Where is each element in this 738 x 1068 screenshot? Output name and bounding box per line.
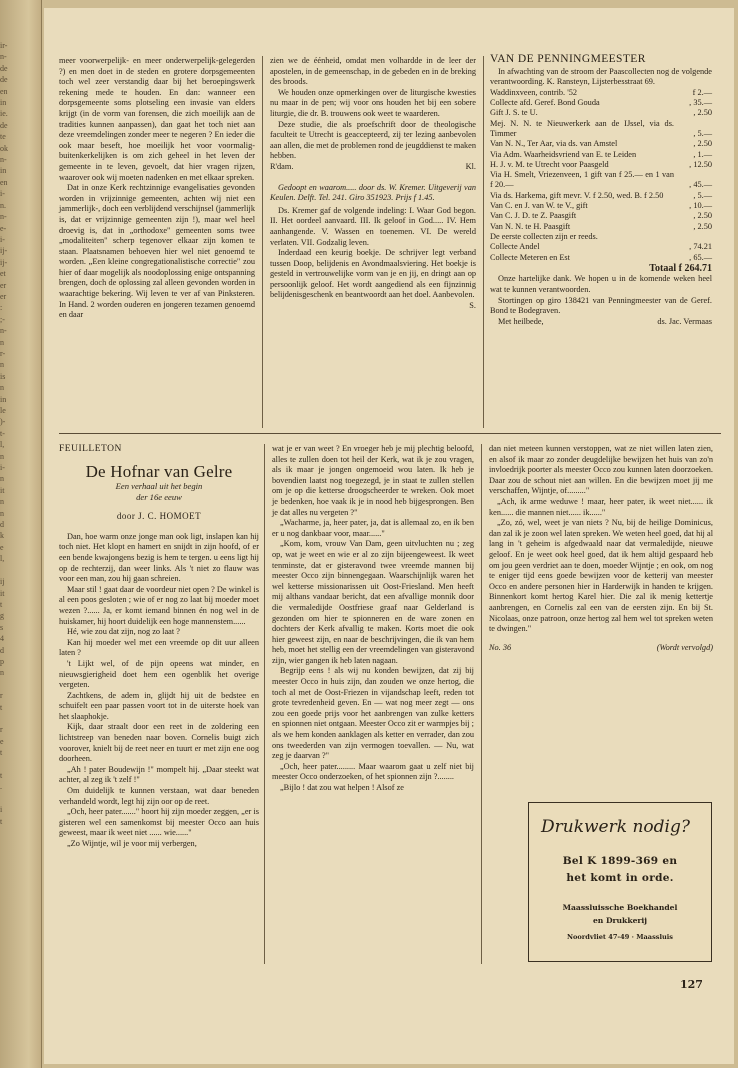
paragraph: In afwachting van de stroom der Paascollecten nog de volgende verantwoording. K. Ransteyn, Lijsterbesstraat 69. xyxy=(490,66,712,87)
ledger-row xyxy=(490,170,712,191)
story-paragraph: „Ach, ik arme weduwe ! maar, heer pater, ik weet niet...... ik ken...... die mannen niet...... ik......" xyxy=(489,496,713,517)
paragraph: Onze hartelijke dank. We hopen u in de komende weken heel wat te kunnen verantwoorden. xyxy=(490,274,712,295)
feuilleton-column-1 xyxy=(59,444,259,850)
feuilleton-label: FEUILLETON xyxy=(59,444,122,454)
story-paragraph: Kan hij moeder wel met een vreemde op dit uur alleen laten ? xyxy=(59,637,259,658)
greeting: Met heilbede, xyxy=(498,316,544,326)
ledger-amount: , 5.— xyxy=(693,128,712,138)
ledger-row xyxy=(490,222,712,232)
column-rule xyxy=(264,444,265,964)
story-paragraph: Dan, hoe warm onze jonge man ook ligt, inslapen kan hij toch niet. Het klopt en hamert en snijdt in zijn hoofd, of er een bende kwajongens bezig is hem te tergen. u eens ligt hij op de rechterzij, dan weer links. Als 't niet zo flauw was voor een man, zou hij gaan schreien. xyxy=(59,531,259,584)
newspaper-page xyxy=(44,8,734,1064)
paragraph: Dat in onze Kerk rechtzinnige evangelisaties gevonden worden in vrijzinnige gemeenten, achten wij niet een jammerlijk-, doch een verblijdend verschijnsel (jammerlijk is, dat er vrijzinnige gemeenten zijn !), maar wel heel droevig is, dat in „orthodoxe" gemeenten soms twee „modaliteiten" scherp tegenover elkaar zijn komen te staan. Plaatsnamen behoeven hier wel niet genoemd te worden. „Een kleine congregationalistische correctie" zou hier of daar mogelijk als noodoplossing enige ontspanning brengen, doch de oplossing zal alleen gevonden worden in waarachtige bekering. Wij leven te ver af van Pinksteren. In Hand. 2 worden ouderen en jongeren tezamen genoemd en daar xyxy=(59,183,255,320)
advert-line-1: Bel K 1899-369 en xyxy=(562,855,678,867)
treasurer-signature xyxy=(490,317,712,328)
ledger-amount xyxy=(674,232,712,242)
paragraph: Inderdaad een keurig boekje. De schrijver legt verband tussen Doop, belijdenis en Avondmaalsviering. Het boekje is gesteld in vertrouwelijke vorm van je en jij, en dringt aan op persoonlijk geloof. Het wordt aangediend als een fijnzinnig belijdenisgeschenk en beantwoordt aan het doel. Aanbevolen. xyxy=(270,248,476,300)
previous-page-text-fragment: ir- n- de de en in ie. de te ok n- in en i- n. n- e- i- ij- ij- et er er : ;- n- n r- n is n in le )- t- l, n i- n it n n d k e l, ij it t g s 4 d p n r t r e t t . i t xyxy=(0,41,8,826)
print-shop-advertisement xyxy=(528,802,712,962)
ledger-amount: , 2.50 xyxy=(693,211,712,221)
ledger-amount: , 45.— xyxy=(689,180,712,190)
story-paragraph: „Kom, kom, vrouw Van Dam, geen uitvluchten nu ; zeg op, wat je weet en wie er al zo zijn bijeengeweest. Ik weet tenminste, dat er gisteravond twee vreemde mannen bij meester Occo zijn binnengegaan. Waarschijnlijk waren het wel ketterse missionarissen uit Oost-Friesland. Men heeft mij althans vandaar bericht, dat een afvallige monnik door die vermaledijde Oostfriese graaf naar Gelderland is gezonden om hier te spionneren en de ware zonen en dochters der Kerk afvallig te maken. Korts moet die ook hier geweest zijn, en naar de beschrijvingen, die ik van hem heb, moet het stellig een der vreemdelingen van gisteravond zijn, wier gangen ik heb laten nagaan. xyxy=(272,539,474,665)
story-author: door J. C. HOMOET xyxy=(116,511,202,522)
ledger-row xyxy=(490,98,712,108)
story-text xyxy=(489,444,713,635)
advert-address: Noordvliet 47-49 · Maassluis xyxy=(566,933,674,941)
ledger-row xyxy=(490,160,712,170)
ledger-label: Gift J. S. te U. xyxy=(490,108,538,118)
ledger-row xyxy=(490,253,712,263)
ledger-amount: , 2.50 xyxy=(693,221,712,231)
issue-footer xyxy=(489,643,713,654)
ledger-amount: , 10.— xyxy=(689,201,712,211)
to-be-continued: (Wordt vervolgd) xyxy=(656,642,713,652)
paragraph: meer voorwerpelijk- en meer onderwerpelijk-gelegerden ?) en men doet in de steden en grotere dorpsgemeenten toch wel zeer verstandig daar bij het beroepingswerk rekening mede te houden. En dan: wanneer een dorpsgemeente soms plotseling een invasie van elders krijgt (in de vorm van forensen, die zich moeilijk aan de tradities kunnen aanpassen), dan gaat het toch niet aan deze vreemdelingen zonder meer te negeren ? En ieder die ook maar beseft, hoe moeilijk het voor voormalig-buitenkerkelijken is om zich geheel in het leven der gemeente in te leven, gevoelt, dat hier vragen rijzen, waarover ook wij moeten nadenken en met elkaar spreken. xyxy=(59,56,255,182)
feuilleton-column-2 xyxy=(272,444,474,794)
article-column-1 xyxy=(59,56,255,321)
ledger-row xyxy=(490,201,712,211)
ledger-amount: f 2.— xyxy=(692,87,712,97)
treasurer-heading: VAN DE PENNINGMEESTER xyxy=(490,53,646,65)
ledger-amount: , 2.50 xyxy=(693,108,712,118)
story-paragraph: „Bijlo ! dat zou wat helpen ! Alsof ze xyxy=(280,783,404,792)
ledger-amount: , 65.— xyxy=(689,252,712,262)
ledger-label: Mej. N. N. te Nieuwerkerk aan de IJssel, via ds. Timmer xyxy=(490,118,674,138)
review-signature: S. xyxy=(469,301,476,311)
treasurer-column xyxy=(490,54,712,327)
ledger-label: Collecte afd. Geref. Bond Gouda xyxy=(490,98,600,108)
ledger-row xyxy=(490,139,712,149)
ledger-label: Via ds. Harkema, gift mevr. V. f 2.50, wed. B. f 2.50 xyxy=(490,190,664,200)
story-paragraph: wat je er van weet ? En vroeger heb je mij plechtig beloofd, alles te zullen doen tot heil der Kerk, wat ik je zou vragen, als ik maar je jongen ongemoeid wou laten. Ik heb je bovendien laatst nog toegezegd, je in staat te zullen stellen om je op die ketterse droogscheerder te wreken. Ook moet je bedenken, hoe vaak ik je in nood heb bijgesprongen. Ben je dat alles nu vergeten ?" xyxy=(272,444,474,517)
signer-name: ds. Jac. Vermaas xyxy=(657,316,712,326)
story-paragraph: „Ah ! pater Boudewijn !" mompelt hij. „Daar steekt wat achter, al zeg ik 't zelf !" xyxy=(59,764,259,785)
ledger-amount: , 2.50 xyxy=(693,139,712,149)
book-review-heading: Gedoopt en waarom..... door ds. W. Kremer. Uitgeverij van Keulen. Delft. Tel. 241. Giro 351923. Prijs f 1.45. xyxy=(270,182,476,203)
story-paragraph: „Wacharme, ja, heer pater, ja, dat is allemaal zo, en ik ben er u nog dankbaar voor, maar......" xyxy=(272,518,474,538)
story-paragraph: Maar stil ! gaat daar de voordeur niet open ? De winkel is al een poos gesloten ; wie of er nog zo laat bij moeder moet wezen ?...... Ja, er komt iemand binnen én nog wel in de huiskamer, hij hoort duidelijk een hoge mannenstem...... xyxy=(59,584,259,626)
donation-ledger xyxy=(490,88,712,263)
ledger-row xyxy=(490,119,712,140)
ledger-row xyxy=(490,150,712,160)
ledger-row xyxy=(490,211,712,221)
ledger-label: Van N. N. te H. Paasgift xyxy=(490,221,571,231)
story-text xyxy=(272,444,474,794)
advert-shop-name: Maassluissche Boekhandel xyxy=(562,903,678,912)
story-subtitle-line-2: der 16e eeuw xyxy=(136,492,182,503)
ledger-label: Van N. N., Ter Aar, via ds. van Amstel xyxy=(490,139,618,149)
ledger-label: Collecte Meteren en Est xyxy=(490,252,570,262)
ledger-label: Van C. J. D. te Z. Paasgift xyxy=(490,211,577,221)
previous-page-gutter xyxy=(0,0,42,1068)
story-paragraph: „Och, heer pater......... Maar waarom gaat u zelf niet bij meester Occo onderzoeken, of het spionnen zijn ?........ xyxy=(272,761,474,782)
paragraph: zien we de éénheid, omdat men volhardde in de leer der apostelen, in de gemeenschap, in de gebeden en in de breking des broods. xyxy=(270,56,476,87)
story-paragraph: 't Lijkt wel, of de pijn opeens wat minder, en nieuwsgierigheid doet hem een ogenblik het overige vergeten. xyxy=(59,658,259,690)
ledger-label: Waddinxveen, contrib. '52 xyxy=(490,87,577,97)
story-text xyxy=(59,532,259,850)
feuilleton-column-3 xyxy=(489,444,713,653)
story-paragraph: Kijk, daar straalt door een reet in de zoldering een lichtstreep van beneden naar boven. Cornelis buigt zich voorover, knielt bij de reet neer en tuurt er met zijn ene oog doorheen. xyxy=(59,722,259,764)
ledger-amount: , 74.21 xyxy=(689,242,712,252)
paragraph: Ds. Kremer gaf de volgende indeling: I. Waar God begon. II. Het oordeel aanvaard. III. Ik geloof in God..... IV. Hem aanhangende. V. Wassen en toenemen. VI. De wereld verlaten. VII. Godzalig leven. xyxy=(270,205,476,247)
signature-line xyxy=(270,162,476,173)
paragraph: We houden onze opmerkingen over de liturgische kwesties nu maar in de pen; wij voor ons houden het bij een sobere liturgie, die dr. B. trouwens ook weet te waarderen. xyxy=(270,87,476,118)
section-divider xyxy=(59,433,721,434)
advert-shop-name-2: en Drukkerij xyxy=(592,916,648,925)
page-number: 127 xyxy=(680,978,703,991)
story-paragraph: „Zo, zó, wel, weet je van niets ? Nu, bij de heilige Dominicus, dan zal ik je zoon wel laten spreken. We weten heel goed, dat hij al lang in 't geheim is afgedwaald naar dat vermaledijde, nieuwe geloof. En je weet ook heel goed, dat ik hem altijd gespaard heb om jou geen verdriet aan te doen, moeder Wijntje ; en ook, om nog te eniger tijd eens goede bewijzen voor de ketterij van meester Occo en andere personen hier in Harderwijk in handen te krijgen. Binnenkort komt hertog Karel hier. Die zal ik menig kettertje aanbrengen, en Cornelis zal een van de eersten zijn. En bij St. Nicolaas, onze patroon, onze hertog zal hem wel tot spreken weten te dwingen." xyxy=(489,518,713,634)
column-rule xyxy=(262,56,263,428)
signature-place: R'dam. xyxy=(270,161,294,171)
ledger-row xyxy=(490,88,712,98)
ledger-amount: , 5.— xyxy=(693,190,712,200)
ledger-row xyxy=(490,108,712,118)
ledger-amount: , 1.— xyxy=(693,149,712,159)
story-paragraph: Om duidelijk te kunnen verstaan, wat daar beneden verhandeld wordt, legt hij zijn oor op de reet. xyxy=(59,786,259,806)
ledger-label: Van C. en J. van W. te V., gift xyxy=(490,201,588,211)
story-subtitle-line-1: Een verhaal uit het begin xyxy=(115,481,203,492)
ledger-amount: , 35.— xyxy=(689,98,712,108)
ledger-label: H. J. v. M. te Utrecht voor Paasgeld xyxy=(490,159,609,169)
story-paragraph: „Zo Wijntje, wil je voor mij verbergen, xyxy=(67,839,197,848)
ledger-label: Via H. Smelt, Vriezenveen, 1 gift van f 25.— en 1 van f 20.— xyxy=(490,170,674,190)
advert-headline: Drukwerk nodig? xyxy=(541,817,690,837)
story-paragraph: „Och, heer pater......." hoort hij zijn moeder zeggen, „er is gisteren wel een samenkomst bij meester Occo aan huis geweest, maar ik weet niet ...... wie......" xyxy=(59,807,259,838)
ledger-row xyxy=(490,232,712,242)
issue-number: No. 36 xyxy=(489,642,512,652)
story-paragraph: Hé, wie zou dat zijn, nog zo laat ? xyxy=(67,627,180,637)
column-rule xyxy=(481,444,482,964)
paragraph: Stortingen op giro 138421 van Penningmeester van de Geref. Bond te Bodegraven. xyxy=(490,295,712,316)
ledger-row xyxy=(490,242,712,252)
ledger-label: Collecte Andel xyxy=(490,242,540,252)
story-paragraph: dan niet meteen kunnen verstoppen, wat ze niet willen laten zien, en alsof ik maar zo zonder deugdelijke bewijzen het huis van zo'n invloedrijk poorter als meester Occo zou kunnen laten doorzoeken. Daar zou de schout niet aan willen. En die bewijzen moet jij me verschaffen, Wijntje, of........." xyxy=(489,444,713,496)
ledger-row xyxy=(490,191,712,201)
advert-line-2: het komt in orde. xyxy=(566,872,674,884)
ledger-label: De eerste collecten zijn er reeds. xyxy=(490,231,598,241)
ledger-amount: , 12.50 xyxy=(689,159,712,169)
paragraph: Deze studie, die als proefschrift door de theologische faculteit te Utrecht is geaccepteerd, zij ter lezing aanbevolen aan allen, die met de problemen rond de jeugddienst te maken hebben. xyxy=(270,119,476,161)
ledger-label: Via Adm. Waarheidsvriend van E. te Leiden xyxy=(490,149,637,159)
story-title: De Hofnar van Gelre xyxy=(85,461,233,481)
column-rule xyxy=(483,56,484,428)
story-paragraph: Begrijp eens ! als wij nu konden bewijzen, dat zij bij meester Occo in huis zijn, dan zouden we onze hertog, die toch al met de Oost-Friezen in vijandschap leeft, reden tot grote tevredenheid geven. En — wat nog meer zegt — ons zou een goede prijs voor het aanbrengen van zulke ketters en spionnen niet ontgaan. Meester Occo zit er warmpjes bij ; als we hem konden aanklagen als ketter en verrader, dan zou ons tweederden van zijn vermogen toevallen. — Nu, wat zeg je daarvan ?" xyxy=(272,666,474,761)
signature-initials: Kl. xyxy=(465,161,476,171)
article-column-2 xyxy=(270,56,476,312)
story-paragraph: Zachtkens, de adem in, glijdt hij uit de bedstee en schuifelt een paar passen voort tot in de uiterste hoek van het slaaphokje. xyxy=(59,690,259,721)
ledger-total: Totaal f 264.71 xyxy=(649,262,712,274)
